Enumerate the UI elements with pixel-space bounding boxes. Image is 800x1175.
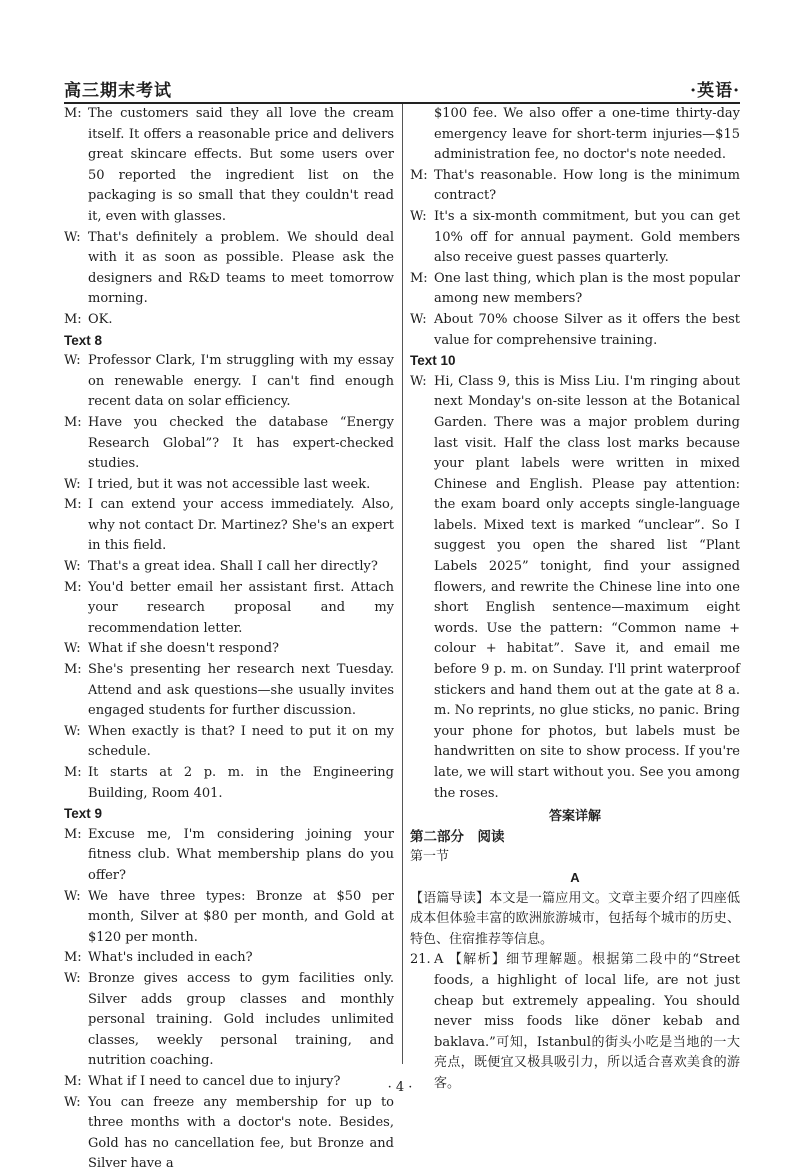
speaker-label: W: [410, 311, 427, 327]
text10-monologue [410, 372, 740, 804]
utterance-text: What's included in each? [88, 950, 253, 966]
utterance-text: That's a great idea. Shall I call her directly? [88, 559, 378, 575]
utterance-text: Professor Clark, I'm struggling with my essay on renewable energy. I can't find enough recent data on solar efficiency. [88, 353, 394, 410]
speaker-label: M: [64, 497, 82, 513]
dialogue-line [64, 475, 394, 496]
dialogue-line [64, 228, 394, 310]
text9-heading: Text 9 [64, 806, 103, 822]
utterance-text: It starts at 2 p. m. in the Engineering Building, Room 401. [88, 765, 394, 801]
utterance-text: What if I need to cancel due to injury? [88, 1073, 341, 1089]
speaker-label: M: [410, 167, 428, 183]
speaker-label: W: [64, 559, 81, 575]
intro-dialogue [64, 104, 394, 331]
subject-label: ·英语· [690, 81, 740, 101]
dialogue-line [64, 763, 394, 804]
speaker-label: M: [64, 311, 82, 327]
utterance-text: She's presenting her research next Tuesday. Attend and ask questions—she usually invites engaged students for further discussion. [88, 662, 394, 719]
text10-heading: Text 10 [410, 353, 456, 369]
text8-dialogue [64, 351, 394, 804]
speaker-label: W: [64, 970, 81, 986]
utterance-text: You can freeze any membership for up to three months with a doctor's note. Besides, Gold has no cancellation fee, but Bronze and Silver have a [88, 1094, 394, 1172]
text8-heading: Text 8 [64, 332, 103, 348]
dialogue-line [410, 166, 740, 207]
passage-guide: 【语篇导读】本文是一篇应用文。文章主要介绍了四座低成本但体验丰富的欧洲旅游城市，包括每个城市的历史、特色、住宿推荐等信息。 [410, 890, 740, 947]
right-column [410, 104, 740, 1095]
speaker-label: M: [64, 579, 82, 595]
utterance-text: OK. [88, 311, 113, 327]
utterance-text: I can extend your access immediately. Also, why not contact Dr. Martinez? She's an expert in this field. [88, 497, 394, 554]
speaker-label: M: [64, 765, 82, 780]
utterance-text: That's reasonable. How long is the minimum contract? [434, 167, 740, 204]
dialogue-line [410, 269, 740, 310]
page-number: · 4 · [387, 1080, 413, 1095]
question-explanation: A 【解析】细节理解题。根据第二段中的“Street foods, a highlight of local life, are not just cheap but extremely appealing. You should never miss foods like döner kebab and baklava.”可知，Istanbul的街头小吃是当地的一大亮点，既便宜又极具吸引力，所以适合喜欢美食的游客。 [434, 952, 740, 1091]
utterance-text: What if she doesn't respond? [88, 641, 280, 657]
speaker-label: W: [64, 476, 81, 492]
speaker-label: W: [64, 723, 81, 739]
utterance-text: The customers said they all love the cream itself. It offers a reasonable price and delivers great skincare effects. But some users over 50 reported the ingredient list on the packaging is so small that they couldn't read it, even with glasses. [88, 106, 394, 224]
dialogue-line [64, 639, 394, 660]
speaker-label: W: [64, 229, 81, 245]
dialogue-line [64, 948, 394, 969]
speaker-label: M: [64, 826, 82, 842]
exam-title: 高三期末考试 [64, 81, 172, 101]
passage-letter: A [570, 869, 580, 885]
column-divider [402, 104, 403, 1064]
dialogue-line [64, 660, 394, 722]
dialogue-line [64, 1093, 394, 1175]
question-number: 21. [410, 952, 431, 968]
utterance-text: One last thing, which plan is the most popular among new members? [434, 270, 740, 307]
dialogue-line [64, 351, 394, 413]
left-column [64, 104, 394, 1175]
dialogue-line [64, 495, 394, 557]
utterance-text: Have you checked the database “Energy Research Global”? It has expert-checked studies. [88, 414, 394, 472]
dialogue-line [64, 722, 394, 763]
speaker-label: W: [64, 353, 81, 369]
dialogue-line [64, 887, 394, 949]
dialogue-line [410, 310, 740, 351]
speaker-label: M: [64, 106, 82, 121]
utterance-text: You'd better email her assistant first. Attach your research proposal and my recommendation letter. [88, 579, 394, 636]
speaker-label: M: [64, 1073, 82, 1089]
answers-title: 答案详解 [548, 808, 601, 824]
text9-continuation: $100 fee. We also offer a one-time thirty-day emergency leave for short-term injuries—$15 administration fee, no doctor's note needed. [434, 106, 740, 163]
speaker-label: W: [410, 373, 427, 389]
question-21 [410, 950, 740, 1094]
speaker-label: W: [64, 888, 81, 904]
dialogue-line [64, 413, 394, 475]
utterance-text: It's a six-month commitment, but you can get 10% off for annual payment. Gold members also receive guest passes quarterly. [434, 208, 740, 266]
utterance-text: I tried, but it was not accessible last week. [88, 476, 371, 492]
dialogue-line [64, 969, 394, 1072]
dialogue-line [64, 104, 394, 228]
text9-dialogue-rest [410, 166, 740, 351]
utterance-text: When exactly is that? I need to put it on my schedule. [88, 723, 394, 760]
text9-dialogue [64, 825, 394, 1175]
section-heading: 第一节 [410, 849, 450, 865]
utterance-text: Excuse me, I'm considering joining your fitness club. What membership plans do you offer? [88, 826, 394, 883]
dialogue-line [64, 310, 394, 331]
utterance-text: That's definitely a problem. We should deal with it as soon as possible. Please ask the designers and R&D teams to meet tomorrow morning. [88, 229, 394, 307]
speaker-label: W: [64, 641, 81, 657]
utterance-text: Bronze gives access to gym facilities only. Silver adds group classes and monthly personal training. Gold includes unlimited classes, weekly personal training, and nutrition coaching. [88, 970, 394, 1069]
speaker-label: W: [410, 208, 427, 224]
dialogue-line [410, 372, 740, 804]
speaker-label: M: [64, 662, 82, 678]
dialogue-line [64, 557, 394, 578]
dialogue-line [64, 825, 394, 887]
part-heading: 第二部分 阅读 [410, 828, 505, 844]
utterance-text: We have three types: Bronze at $50 per month, Silver at $80 per month, and Gold at $120 per month. [88, 888, 394, 945]
utterance-text: Hi, Class 9, this is Miss Liu. I'm ringing about next Monday's on-site lesson at the Botanical Garden. There was a major problem during last visit. Half the class lost marks because your plant labels were written in mixed Chinese and English. Please pay attention: the exam board only accepts single-language labels. Mixed text is marked “unclear”. So I suggest you open the shared list “Plant Labels 2025” tonight, find your assigned flowers, and rewrite the Chinese line into one short English sentence—maximum eight words. Use the pattern: “Common name + colour + habitat”. Save it, and email me before 9 p. m. on Sunday. I'll print waterproof stickers and hand them out at the gate at 8 a. m. No reprints, no glue sticks, no panic. Bring your phone for photos, but labels must be handwritten on site to show process. If you're late, we will start without you. See you among the roses. [434, 373, 740, 801]
dialogue-line [410, 207, 740, 269]
dialogue-line [64, 578, 394, 640]
speaker-label: W: [64, 1094, 81, 1110]
page-header [64, 74, 740, 104]
speaker-label: M: [410, 270, 428, 286]
speaker-label: M: [64, 414, 82, 430]
utterance-text: About 70% choose Silver as it offers the best value for comprehensive training. [434, 311, 740, 348]
speaker-label: M: [64, 950, 82, 966]
